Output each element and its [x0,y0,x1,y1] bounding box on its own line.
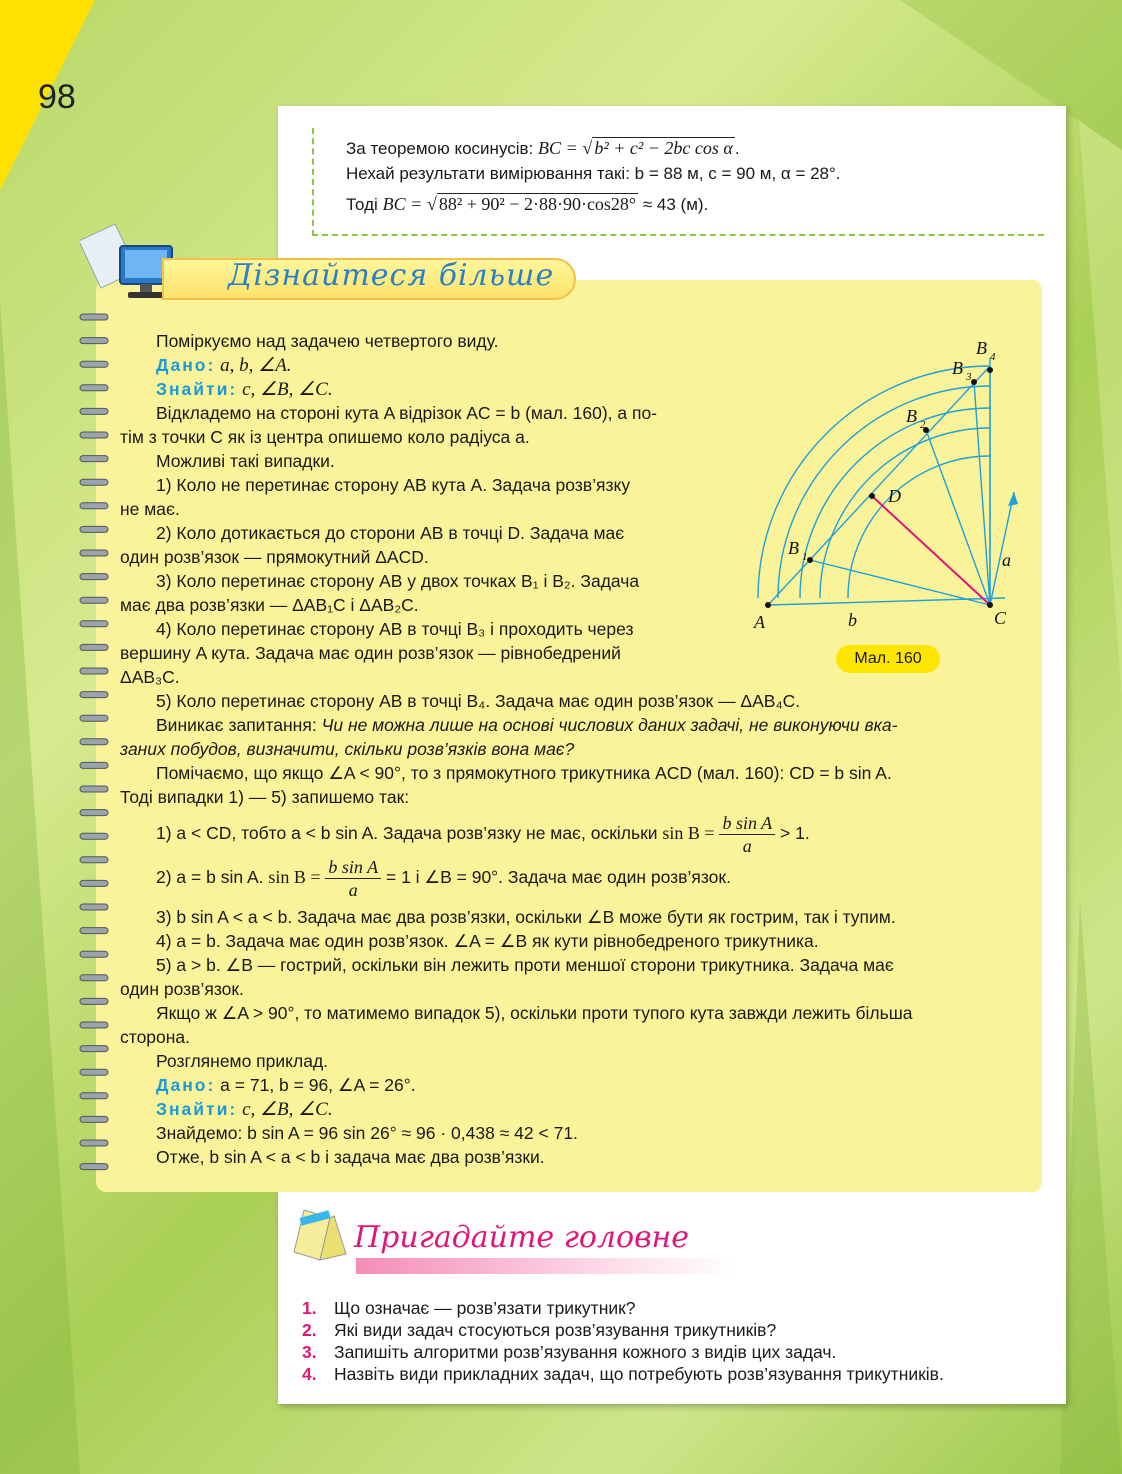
spiral-ring [80,550,108,556]
spiral-ring [80,597,108,603]
spiral-ring [80,1069,108,1075]
label-b3: B [952,358,963,378]
spiral-ring [80,762,108,768]
text-line: Знайдемо: b sin A = 96 sin 26° ≈ 96 · 0,438 ≈ 42 < 71. [156,1123,578,1143]
text-line: сторона. [120,1027,191,1047]
spiral-ring [80,692,108,698]
given-line: Дано: a = 71, b = 96, ∠A = 26°. [156,1075,416,1095]
question-item: 1. Що означає — розв’язати трикутник? [302,1298,636,1318]
spiral-ring [80,621,108,627]
text-line: Отже, b sin A < a < b і задача має два розв’язки. [156,1147,545,1167]
text-line: Можливі такі випадки. [156,451,335,471]
spiral-ring [80,975,108,981]
question-item: 3. Запишіть алгоритми розв’язування кожного з видів цих задач. [302,1342,837,1362]
cb3 [974,382,990,605]
point-a [765,602,771,608]
spiral-ring [80,904,108,910]
text-line: Якщо ж ∠A > 90°, то матимемо випадок 5), оскільки проти тупого кута завжди лежить більша [156,1003,913,1023]
point-b3 [971,379,977,385]
text-line: Розглянемо приклад. [156,1051,329,1071]
question-item: 4. Назвіть види прикладних задач, що потребують розв’язування трикутників. [302,1364,944,1384]
label-b1-sub: 1 [802,551,808,563]
text-line: Помічаємо, що якщо ∠A < 90°, то з прямокутного трикутника ACD (мал. 160): CD = b sin A. [156,763,892,783]
text-line: 3) Коло перетинає сторону AB у двох точках B₁ і B₂. Задача [156,571,640,591]
perpendicular-cd [872,496,990,605]
spiral-ring [80,432,108,438]
find-line: Знайти: c, ∠B, ∠C. [156,379,333,400]
spiral-ring [80,479,108,485]
spiral-ring [80,526,108,532]
spiral-ring [80,951,108,957]
spiral-ring [80,786,108,792]
text-line: 5) Коло перетинає сторону AB в точці B₄. Задача має один розв’язок — ΔAB₄C. [156,691,801,711]
spiral-ring [80,408,108,414]
label-b4: B [976,338,987,358]
point-b1 [807,557,813,563]
remember-header-bar [356,1258,736,1274]
case-2-line: 2) a = b sin A. sin B = $\frac{\text{b sin A}}{a}$ = 1 і ∠B = 90°. Задача має один розв’язок. [156,857,731,900]
point-d [869,493,875,499]
spiral-ring [80,1046,108,1052]
spiral-ring [80,644,108,650]
spiral-ring [80,1164,108,1170]
label-b4-sub: 4 [990,351,996,363]
remember-title: Пригадайте головне [354,1220,690,1255]
spiral-ring [80,338,108,344]
text-line: заних побудов, визначити, скільки розв’язків вона має? [120,739,575,759]
spiral-ring [80,998,108,1004]
spiral-ring [80,314,108,320]
spiral-ring [80,715,108,721]
cb1 [810,560,990,605]
cosine-example-box [312,128,1044,236]
spiral-ring [80,385,108,391]
learn-more-title: Дізнайтеся більше [228,258,555,293]
text-line: Відкладемо на стороні кута A відрізок AC = b (мал. 160), а по- [156,403,658,423]
figure-caption: Мал. 160 [836,645,940,673]
text-line: вершину A кута. Задача має один розв’язок — рівнобедрений [120,643,621,663]
text-line: ΔAB₃C. [120,667,180,687]
spiral-binding [76,306,116,1186]
cosine-line-1: За теоремою косинусів: BC = √ b² + c² − 2bc cos α . [346,138,740,158]
spiral-ring [80,456,108,462]
point-b4 [987,367,993,373]
spiral-ring [80,928,108,934]
spiral-ring [80,739,108,745]
arc-b4 [758,366,990,598]
given-line: Дано: a, b, ∠A. [156,355,292,376]
spiral-ring [80,1116,108,1122]
text-line: має два розв’язки — ΔAB₁C і ΔAB₂C. [120,595,419,615]
side-ab [768,366,990,605]
text-line: один розв’язок — прямокутний ΔACD. [120,547,429,567]
spiral-ring [80,503,108,509]
case-4-line: 4) a = b. Задача має один розв’язок. ∠A = ∠B як кути рівнобедреного трикутника. [156,931,819,951]
label-a: A [754,612,765,632]
case-5-line: 5) a > b. ∠B — гострий, оскільки він лежить проти меншої сторони трикутника. Задача має [156,955,894,975]
question-item: 2. Які види задач стосуються розв’язування трикутників? [302,1320,777,1340]
label-a-radius: a [1002,550,1011,570]
text-line: Поміркуємо над задачею четвертого виду. [156,331,499,351]
radius-a [990,492,1014,605]
label-b: b [848,610,857,630]
text-line: 4) Коло перетинає сторону AB в точці B₃ і проходить через [156,619,634,639]
spiral-ring [80,810,108,816]
notebook-icon [290,1206,350,1262]
page-number: 98 [38,78,76,116]
spiral-ring [80,833,108,839]
text-line: 1) Коло не перетинає сторону AB кута A. Задача розв’язку [156,475,631,495]
arc-b3 [778,386,990,598]
spiral-ring [80,1140,108,1146]
text-line: один розв’язок. [120,979,244,999]
fraction: $\frac{\text{b sin A}}{a}$ [719,812,775,857]
figure-160 [740,330,1040,640]
find-line: Знайти: c, ∠B, ∠C. [156,1099,333,1120]
spiral-ring [80,574,108,580]
fraction: $\frac{\text{b sin A}}{a}$ [325,856,381,901]
cosine-line-3: Тоді BC = √ 88² + 90² − 2·88·90·cos28° ≈ 43 (м). [346,194,709,214]
text-line: 2) Коло дотикається до сторони AB в точці D. Задача має [156,523,625,543]
spiral-ring [80,880,108,886]
text-line: не має. [120,499,180,519]
arc-b1 [820,428,990,598]
spiral-ring [80,668,108,674]
case-1-line: 1) a < CD, тобто a < b sin A. Задача розв’язку не має, оскільки sin B = $\frac{\text{b sin A}}{a}$ > 1. [156,813,810,856]
label-b2: B [906,406,917,426]
spiral-ring [80,361,108,367]
text-line: тім з точки C як із центра опишемо коло радіуса a. [120,427,530,447]
label-b1: B [788,538,799,558]
spiral-ring [80,857,108,863]
text-line: Тоді випадки 1) — 5) запишемо так: [120,787,410,807]
spiral-ring [80,1093,108,1099]
label-b2-sub: 2 [920,419,926,431]
cosine-line-2: Нехай результати вимірювання такі: b = 88 м, c = 90 м, α = 28°. [346,164,841,183]
label-c: C [994,608,1007,628]
case-3-line: 3) b sin A < a < b. Задача має два розв’язки, оскільки ∠B може бути як гострим, так і тупим. [156,907,896,927]
text-line: Виникає запитання: Чи не можна лише на основі числових даних задачі, не виконуючи вка- [156,715,898,735]
label-d: D [888,486,901,506]
spiral-ring [80,1022,108,1028]
base-line [768,598,1005,605]
label-b3-sub: 3 [966,371,972,383]
point-c [987,602,993,608]
